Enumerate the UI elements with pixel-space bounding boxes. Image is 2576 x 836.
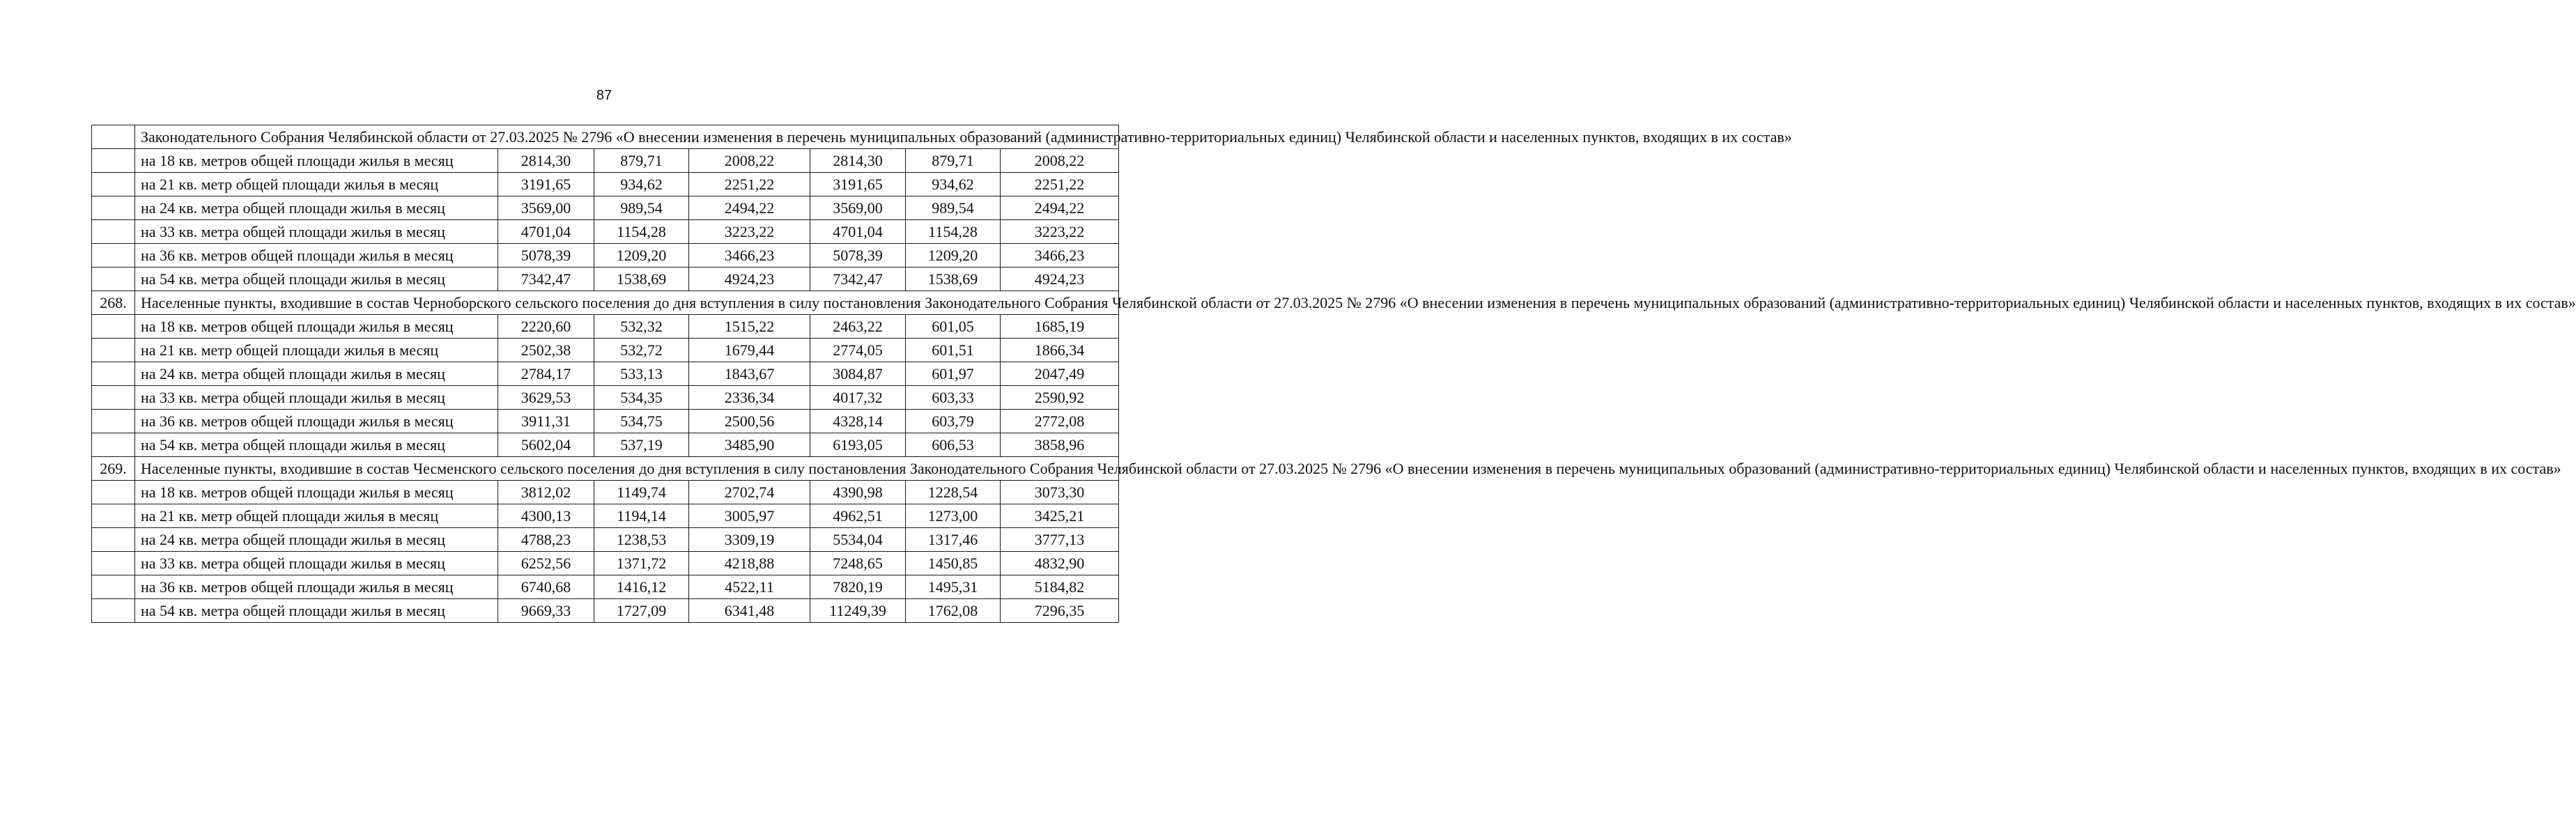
value-cell: 5078,39 [498, 244, 594, 268]
value-cell: 601,97 [906, 362, 1001, 386]
table-row [92, 244, 1119, 268]
row-number-cell [92, 386, 135, 410]
value-cell: 4390,98 [810, 481, 906, 504]
value-cell: 3425,21 [1001, 504, 1119, 528]
row-number-cell [92, 481, 135, 504]
table-row [92, 410, 1119, 433]
value-cell: 1685,19 [1001, 315, 1119, 339]
value-cell: 1154,28 [594, 220, 689, 244]
value-cell: 4300,13 [498, 504, 594, 528]
value-cell: 537,19 [594, 433, 689, 457]
value-cell: 1194,14 [594, 504, 689, 528]
row-number-cell [92, 268, 135, 291]
value-cell: 2500,56 [689, 410, 810, 433]
tariff-table [91, 125, 2576, 623]
value-cell: 4788,23 [498, 528, 594, 552]
value-cell: 534,75 [594, 410, 689, 433]
value-cell: 603,79 [906, 410, 1001, 433]
value-cell: 2814,30 [810, 149, 906, 173]
section-header-row [92, 125, 1119, 149]
value-cell: 2251,22 [1001, 173, 1119, 196]
value-cell: 6740,68 [498, 575, 594, 599]
table-row [92, 575, 1119, 599]
row-label: на 33 кв. метра общей площади жилья в месяц [135, 220, 498, 244]
value-cell: 4962,51 [810, 504, 906, 528]
value-cell: 1154,28 [906, 220, 1001, 244]
row-label: на 36 кв. метров общей площади жилья в месяц [135, 244, 498, 268]
value-cell: 4017,32 [810, 386, 906, 410]
value-cell: 1450,85 [906, 552, 1001, 575]
value-cell: 3309,19 [689, 528, 810, 552]
value-cell: 3569,00 [498, 196, 594, 220]
section-description: Населенные пункты, входившие в состав Чесменского сельского поселения до дня вступления в силу постановления Законодательного Собрания Челябинской области от 27.03.2025 № 2796 «О внесении изменения в перечень муниципальных образований (административно-территориальных единиц) Челябинской области и населенных пунктов, входящих в их состав» [135, 457, 1119, 481]
value-cell: 2774,05 [810, 339, 906, 362]
value-cell: 6341,48 [689, 599, 810, 623]
table-row [92, 599, 1119, 623]
value-cell: 4701,04 [810, 220, 906, 244]
value-cell: 4522,11 [689, 575, 810, 599]
value-cell: 7296,35 [1001, 599, 1119, 623]
value-cell: 2494,22 [689, 196, 810, 220]
value-cell: 4832,90 [1001, 552, 1119, 575]
value-cell: 1149,74 [594, 481, 689, 504]
table-row [92, 196, 1119, 220]
value-cell: 4924,23 [1001, 268, 1119, 291]
value-cell: 2590,92 [1001, 386, 1119, 410]
value-cell: 7820,19 [810, 575, 906, 599]
value-cell: 1495,31 [906, 575, 1001, 599]
value-cell: 2702,74 [689, 481, 810, 504]
value-cell: 5184,82 [1001, 575, 1119, 599]
row-number-cell [92, 575, 135, 599]
value-cell: 603,33 [906, 386, 1001, 410]
value-cell: 11249,39 [810, 599, 906, 623]
row-number-cell [92, 339, 135, 362]
value-cell: 2784,17 [498, 362, 594, 386]
table-row [92, 339, 1119, 362]
value-cell: 9669,33 [498, 599, 594, 623]
value-cell: 1238,53 [594, 528, 689, 552]
value-cell: 3223,22 [689, 220, 810, 244]
value-cell: 2251,22 [689, 173, 810, 196]
page-number: 87 [596, 88, 612, 103]
value-cell: 601,05 [906, 315, 1001, 339]
row-label: на 33 кв. метра общей площади жилья в месяц [135, 552, 498, 575]
value-cell: 1843,67 [689, 362, 810, 386]
value-cell: 2008,22 [689, 149, 810, 173]
row-label: на 24 кв. метра общей площади жилья в месяц [135, 528, 498, 552]
value-cell: 1416,12 [594, 575, 689, 599]
value-cell: 3812,02 [498, 481, 594, 504]
value-cell: 2008,22 [1001, 149, 1119, 173]
row-number-cell [92, 433, 135, 457]
value-cell: 879,71 [906, 149, 1001, 173]
value-cell: 5534,04 [810, 528, 906, 552]
value-cell: 2814,30 [498, 149, 594, 173]
value-cell: 532,32 [594, 315, 689, 339]
value-cell: 5078,39 [810, 244, 906, 268]
value-cell: 3223,22 [1001, 220, 1119, 244]
row-label: на 36 кв. метров общей площади жилья в месяц [135, 575, 498, 599]
row-label: на 21 кв. метр общей площади жилья в месяц [135, 173, 498, 196]
row-label: на 36 кв. метров общей площади жилья в месяц [135, 410, 498, 433]
table-row [92, 433, 1119, 457]
value-cell: 3191,65 [498, 173, 594, 196]
table-row [92, 528, 1119, 552]
value-cell: 989,54 [906, 196, 1001, 220]
value-cell: 3569,00 [810, 196, 906, 220]
value-cell: 1679,44 [689, 339, 810, 362]
value-cell: 934,62 [906, 173, 1001, 196]
value-cell: 2772,08 [1001, 410, 1119, 433]
row-label: на 18 кв. метров общей площади жилья в месяц [135, 315, 498, 339]
table-row [92, 362, 1119, 386]
row-label: на 21 кв. метр общей площади жилья в месяц [135, 339, 498, 362]
row-number-cell [92, 196, 135, 220]
value-cell: 7248,65 [810, 552, 906, 575]
value-cell: 3073,30 [1001, 481, 1119, 504]
value-cell: 3191,65 [810, 173, 906, 196]
value-cell: 6193,05 [810, 433, 906, 457]
value-cell: 2336,34 [689, 386, 810, 410]
section-number [92, 125, 135, 149]
value-cell: 2494,22 [1001, 196, 1119, 220]
row-label: на 54 кв. метра общей площади жилья в месяц [135, 268, 498, 291]
value-cell: 2502,38 [498, 339, 594, 362]
table-row [92, 481, 1119, 504]
value-cell: 1209,20 [906, 244, 1001, 268]
row-number-cell [92, 528, 135, 552]
value-cell: 1727,09 [594, 599, 689, 623]
row-label: на 18 кв. метров общей площади жилья в месяц [135, 149, 498, 173]
value-cell: 5602,04 [498, 433, 594, 457]
section-header-row [92, 457, 1119, 481]
value-cell: 1209,20 [594, 244, 689, 268]
value-cell: 3466,23 [1001, 244, 1119, 268]
section-number: 268. [92, 291, 135, 315]
row-number-cell [92, 149, 135, 173]
value-cell: 7342,47 [810, 268, 906, 291]
value-cell: 1371,72 [594, 552, 689, 575]
value-cell: 3911,31 [498, 410, 594, 433]
table-row [92, 149, 1119, 173]
row-number-cell [92, 599, 135, 623]
row-label: на 24 кв. метра общей площади жилья в месяц [135, 196, 498, 220]
row-number-cell [92, 173, 135, 196]
row-label: на 54 кв. метра общей площади жилья в месяц [135, 599, 498, 623]
table-row [92, 504, 1119, 528]
row-number-cell [92, 410, 135, 433]
section-description: Законодательного Собрания Челябинской области от 27.03.2025 № 2796 «О внесении изменения в перечень муниципальных образований (административно-территориальных единиц) Челябинской области и населенных пунктов, входящих в их состав» [135, 125, 1119, 149]
value-cell: 4328,14 [810, 410, 906, 433]
value-cell: 533,13 [594, 362, 689, 386]
value-cell: 3466,23 [689, 244, 810, 268]
value-cell: 1866,34 [1001, 339, 1119, 362]
value-cell: 4701,04 [498, 220, 594, 244]
value-cell: 2220,60 [498, 315, 594, 339]
value-cell: 1515,22 [689, 315, 810, 339]
value-cell: 4924,23 [689, 268, 810, 291]
value-cell: 3485,90 [689, 433, 810, 457]
value-cell: 2047,49 [1001, 362, 1119, 386]
value-cell: 1538,69 [594, 268, 689, 291]
value-cell: 3777,13 [1001, 528, 1119, 552]
value-cell: 532,72 [594, 339, 689, 362]
row-label: на 24 кв. метра общей площади жилья в месяц [135, 362, 498, 386]
value-cell: 3629,53 [498, 386, 594, 410]
value-cell: 1228,54 [906, 481, 1001, 504]
value-cell: 7342,47 [498, 268, 594, 291]
value-cell: 1538,69 [906, 268, 1001, 291]
row-label: на 18 кв. метров общей площади жилья в месяц [135, 481, 498, 504]
value-cell: 534,35 [594, 386, 689, 410]
value-cell: 1762,08 [906, 599, 1001, 623]
section-header-row [92, 291, 1119, 315]
table-row [92, 315, 1119, 339]
row-number-cell [92, 552, 135, 575]
value-cell: 3084,87 [810, 362, 906, 386]
table-row [92, 386, 1119, 410]
value-cell: 1317,46 [906, 528, 1001, 552]
row-number-cell [92, 362, 135, 386]
table-row [92, 552, 1119, 575]
value-cell: 934,62 [594, 173, 689, 196]
value-cell: 6252,56 [498, 552, 594, 575]
row-number-cell [92, 220, 135, 244]
value-cell: 1273,00 [906, 504, 1001, 528]
table-body [92, 125, 2576, 623]
row-number-cell [92, 504, 135, 528]
value-cell: 3858,96 [1001, 433, 1119, 457]
section-description: Населенные пункты, входившие в состав Черноборского сельского поселения до дня вступления в силу постановления Законодательного Собрания Челябинской области от 27.03.2025 № 2796 «О внесении изменения в перечень муниципальных образований (административно-территориальных единиц) Челябинской области и населенных пунктов, входящих в их состав» [135, 291, 1119, 315]
value-cell: 3005,97 [689, 504, 810, 528]
table-row [92, 220, 1119, 244]
value-cell: 601,51 [906, 339, 1001, 362]
row-label: на 33 кв. метра общей площади жилья в месяц [135, 386, 498, 410]
row-number-cell [92, 244, 135, 268]
section-number: 269. [92, 457, 135, 481]
value-cell: 989,54 [594, 196, 689, 220]
row-number-cell [92, 315, 135, 339]
table-row [92, 268, 1119, 291]
value-cell: 4218,88 [689, 552, 810, 575]
row-label: на 21 кв. метр общей площади жилья в месяц [135, 504, 498, 528]
row-label: на 54 кв. метра общей площади жилья в месяц [135, 433, 498, 457]
table-row [92, 173, 1119, 196]
value-cell: 879,71 [594, 149, 689, 173]
value-cell: 2463,22 [810, 315, 906, 339]
value-cell: 606,53 [906, 433, 1001, 457]
